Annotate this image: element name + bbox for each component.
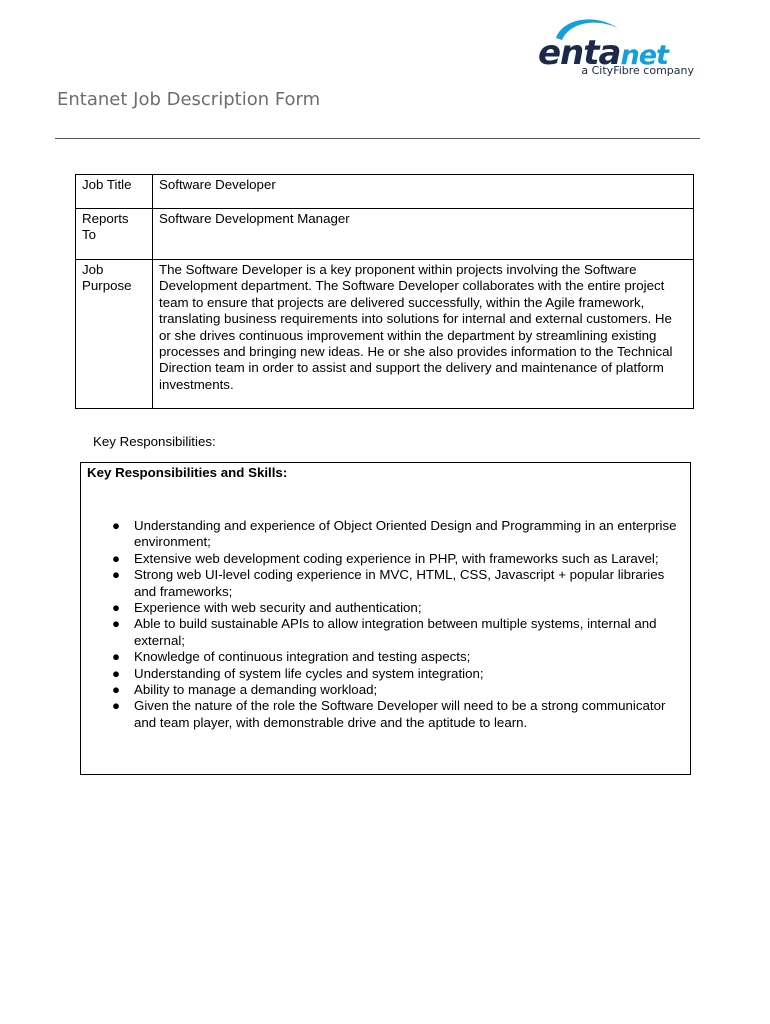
list-item: ● Given the nature of the role the Software Developer will need to be a strong communicator and team player, with demonstrable drive and the aptitude to learn.	[112, 698, 666, 730]
list-item: ● Strong web UI-level coding experience in MVC, HTML, CSS, Javascript + popular libraries and frameworks;	[112, 567, 665, 599]
entanet-logo	[532, 14, 702, 80]
skills-list	[81, 518, 681, 731]
bullet: ●	[112, 682, 121, 698]
form-title: Entanet Job Description Form	[57, 89, 321, 110]
reports-to-label: Reports To	[76, 209, 153, 260]
logo-tagline: a CityFibre company	[581, 64, 694, 77]
key-responsibilities-label: Key Responsibilities:	[93, 434, 216, 449]
table-row	[76, 209, 694, 260]
bullet: ●	[112, 616, 121, 632]
logo-wordmark: entanet	[538, 33, 668, 73]
bullet: ●	[112, 518, 121, 533]
job-info-table	[75, 174, 694, 409]
bullet: ●	[112, 698, 121, 714]
job-title-label: Job Title	[76, 175, 153, 209]
bullet: ●	[112, 550, 121, 566]
job-purpose-value: The Software Developer is a key proponent within projects involving the Software Development department. The Software Developer collaborates with the entire project team to ensure that projects are delivered successfully, within the Agile framework, translating business requirements into solutions for internal and external customers. He or she drives continuous improvement within the department by streamlining existing processes and bringing new ideas. He or she also provides information to the Technical Direction team in order to assist and support the delivery and maintenance of platform investments.	[153, 260, 694, 409]
reports-to-value: Software Development Manager	[153, 209, 694, 260]
list-item: ● Able to build sustainable APIs to allow integration between multiple systems, internal and external;	[112, 616, 657, 648]
list-item: ● Knowledge of continuous integration and testing aspects;	[112, 649, 471, 665]
job-purpose-label: Job Purpose	[76, 260, 153, 409]
job-title-value: Software Developer	[153, 175, 694, 209]
list-item: ● Understanding of system life cycles and system integration;	[112, 665, 484, 681]
list-item: ● Ability to manage a demanding workload;	[112, 682, 378, 698]
table-row	[76, 175, 694, 209]
bullet: ●	[112, 567, 121, 583]
bullet: ●	[112, 649, 121, 665]
bullet: ●	[112, 665, 121, 681]
list-item: ● Understanding and experience of Object Oriented Design and Programming in an enterprise environment;	[112, 518, 677, 550]
title-divider	[55, 138, 700, 139]
skills-heading: Key Responsibilities and Skills:	[87, 465, 288, 480]
table-row	[76, 260, 694, 409]
list-item: ● Extensive web development coding experience in PHP, with frameworks such as Laravel;	[112, 550, 659, 566]
skills-box	[80, 462, 691, 775]
bullet: ●	[112, 600, 121, 616]
list-item: ● Experience with web security and authentication;	[112, 600, 422, 616]
